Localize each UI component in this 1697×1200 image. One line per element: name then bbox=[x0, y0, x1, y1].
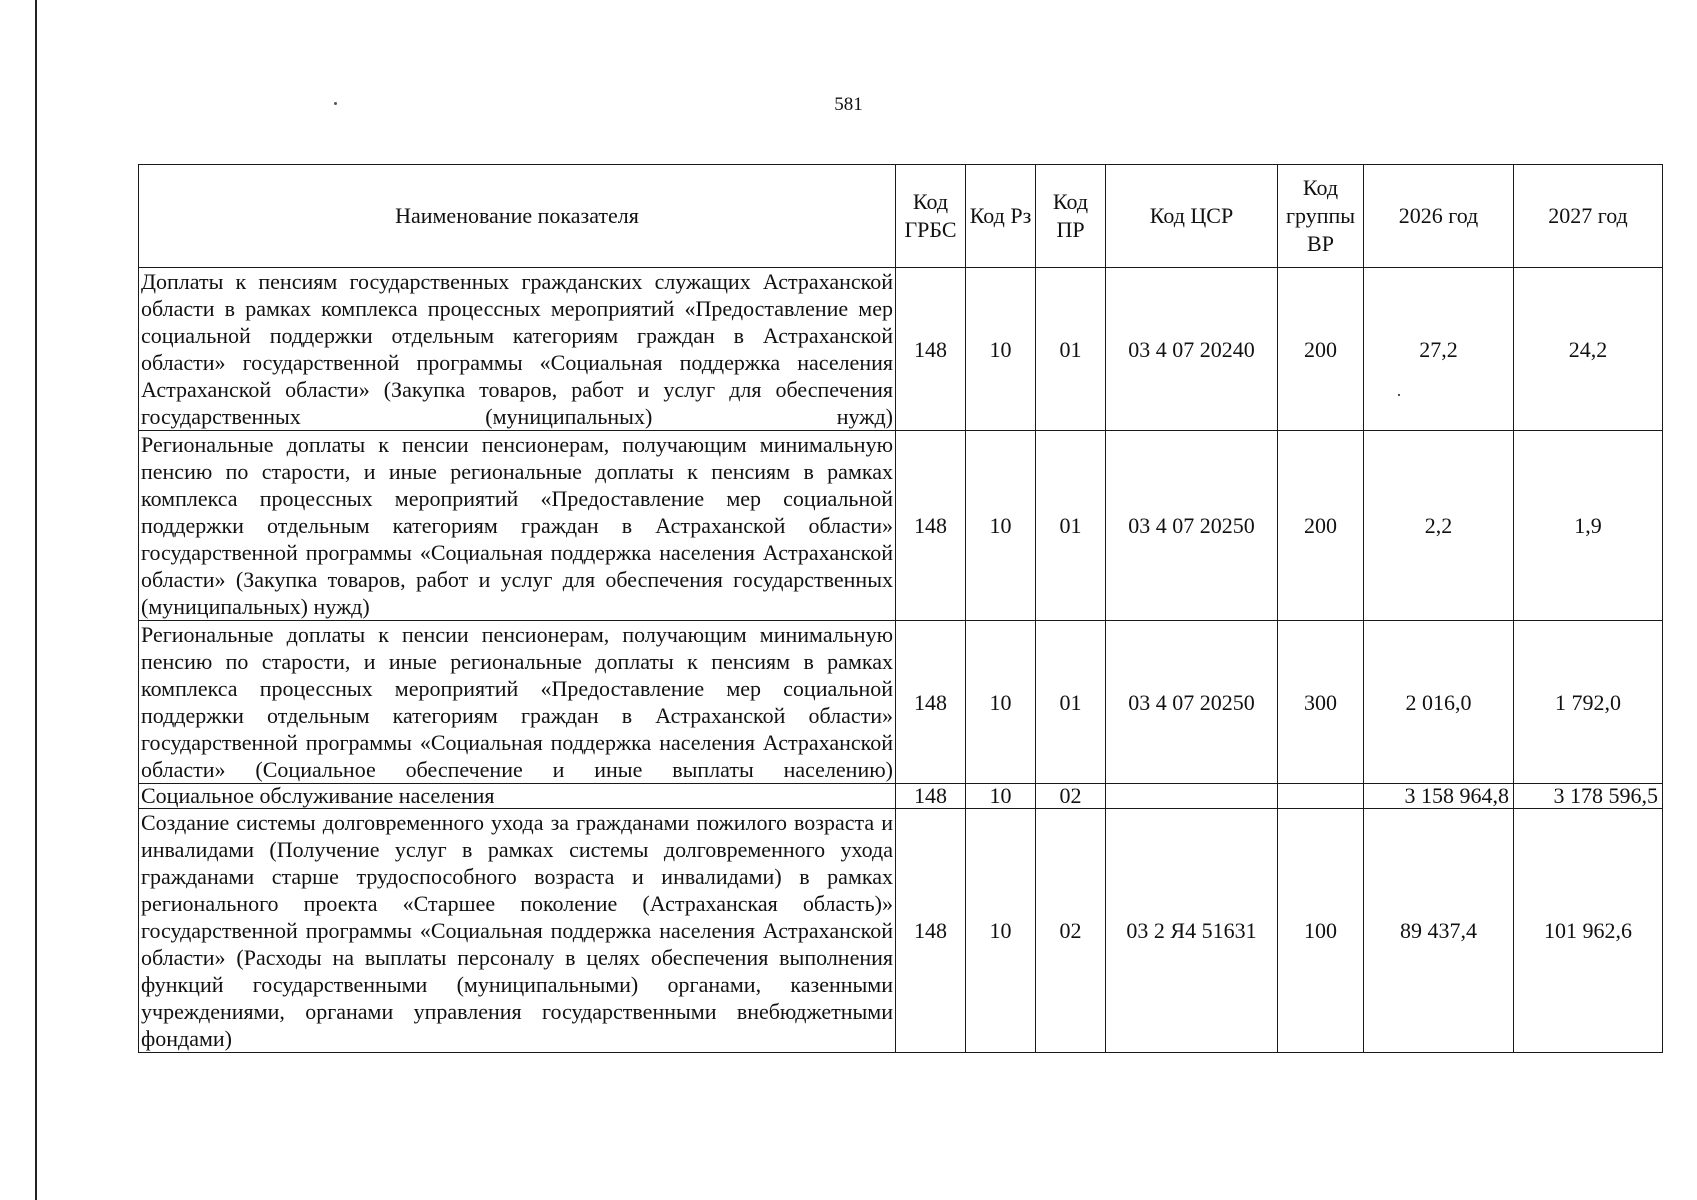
table-header-row bbox=[139, 165, 1663, 268]
row-pr: 01 bbox=[1036, 621, 1106, 784]
row-rz: 10 bbox=[966, 431, 1036, 621]
binding-edge-line bbox=[35, 0, 37, 1200]
row-pr: 02 bbox=[1036, 784, 1106, 809]
budget-table bbox=[138, 164, 1663, 1053]
row-vr: 100 bbox=[1278, 809, 1364, 1053]
row-2027: 1 792,0 bbox=[1514, 621, 1663, 784]
row-name: Региональные доплаты к пенсии пенсионерам, получающим минимальную пенсию по старости, и иные региональные доплаты к пенсиям в рамках комплекса процессных мероприятий «Предоставление мер социальной поддержки отдельным категориям граждан в Астраханской области» государственной программы «Социальная поддержка населения Астраханской области» (Закупка товаров, работ и услуг для обеспечения государственных (муниципальных) нужд) bbox=[139, 431, 896, 621]
row-name: Доплаты к пенсиям государственных гражданских служащих Астраханской области в рамках комплекса процессных мероприятий «Предоставление мер социальной поддержки отдельным категориям граждан в Астраханской области» государственной программы «Социальная поддержка населения Астраханской области» (Закупка товаров, работ и услуг для обеспечения государственных (муниципальных) нужд) bbox=[139, 268, 896, 431]
row-name: Создание системы долговременного ухода за гражданами пожилого возраста и инвалидами (Получение услуг в рамках системы долговременного ухода гражданами старше трудоспособного возраста и инвалидами) в рамках регионального проекта «Старшее поколение (Астраханская область)» государственной программы «Социальная поддержка населения Астраханской области» (Расходы на выплаты персоналу в целях обеспечения выполнения функций государственными (муниципальными) органами, казенными учреждениями, органами управления государственными внебюджетными фондами) bbox=[139, 809, 896, 1053]
row-2026: 27,2 bbox=[1364, 268, 1514, 431]
header-grbs: Код ГРБС bbox=[896, 165, 966, 268]
row-csr: 03 2 Я4 51631 bbox=[1106, 809, 1278, 1053]
header-csr: Код ЦСР bbox=[1106, 165, 1278, 268]
row-rz: 10 bbox=[966, 621, 1036, 784]
row-pr: 01 bbox=[1036, 268, 1106, 431]
header-name: Наименование показателя bbox=[139, 165, 896, 268]
row-2026: 2 016,0 bbox=[1364, 621, 1514, 784]
row-csr: 03 4 07 20250 bbox=[1106, 621, 1278, 784]
row-grbs: 148 bbox=[896, 784, 966, 809]
page-number: 581 bbox=[834, 94, 863, 115]
row-2026: 3 158 964,8 bbox=[1364, 784, 1514, 809]
header-2027: 2027 год bbox=[1514, 165, 1663, 268]
row-rz: 10 bbox=[966, 809, 1036, 1053]
row-rz: 10 bbox=[966, 784, 1036, 809]
row-pr: 02 bbox=[1036, 809, 1106, 1053]
row-name: Региональные доплаты к пенсии пенсионерам, получающим минимальную пенсию по старости, и иные региональные доплаты к пенсиям в рамках комплекса процессных мероприятий «Предоставление мер социальной поддержки отдельным категориям граждан в Астраханской области» государственной программы «Социальная поддержка населения Астраханской области» (Социальное обеспечение и иные выплаты населению) bbox=[139, 621, 896, 784]
header-vr: Код группы ВР bbox=[1278, 165, 1364, 268]
table-row bbox=[139, 621, 1663, 784]
row-pr: 01 bbox=[1036, 431, 1106, 621]
table-row bbox=[139, 784, 1663, 809]
table-row bbox=[139, 809, 1663, 1053]
header-pr: Код ПР bbox=[1036, 165, 1106, 268]
row-csr: 03 4 07 20250 bbox=[1106, 431, 1278, 621]
row-csr bbox=[1106, 784, 1278, 809]
row-csr: 03 4 07 20240 bbox=[1106, 268, 1278, 431]
row-2026: 89 437,4 bbox=[1364, 809, 1514, 1053]
row-grbs: 148 bbox=[896, 809, 966, 1053]
row-2027: 3 178 596,5 bbox=[1514, 784, 1663, 809]
table-row bbox=[139, 431, 1663, 621]
row-2026: 2,2 bbox=[1364, 431, 1514, 621]
table-row bbox=[139, 268, 1663, 431]
row-vr: 200 bbox=[1278, 431, 1364, 621]
row-vr bbox=[1278, 784, 1364, 809]
scan-artifact-mark: · bbox=[1396, 385, 1402, 405]
row-grbs: 148 bbox=[896, 268, 966, 431]
row-vr: 300 bbox=[1278, 621, 1364, 784]
header-2026: 2026 год bbox=[1364, 165, 1514, 268]
row-name: Социальное обслуживание населения bbox=[139, 784, 896, 809]
header-rz: Код Рз bbox=[966, 165, 1036, 268]
row-grbs: 148 bbox=[896, 621, 966, 784]
row-rz: 10 bbox=[966, 268, 1036, 431]
row-vr: 200 bbox=[1278, 268, 1364, 431]
row-grbs: 148 bbox=[896, 431, 966, 621]
row-2027: 101 962,6 bbox=[1514, 809, 1663, 1053]
row-2027: 1,9 bbox=[1514, 431, 1663, 621]
row-2027: 24,2 bbox=[1514, 268, 1663, 431]
